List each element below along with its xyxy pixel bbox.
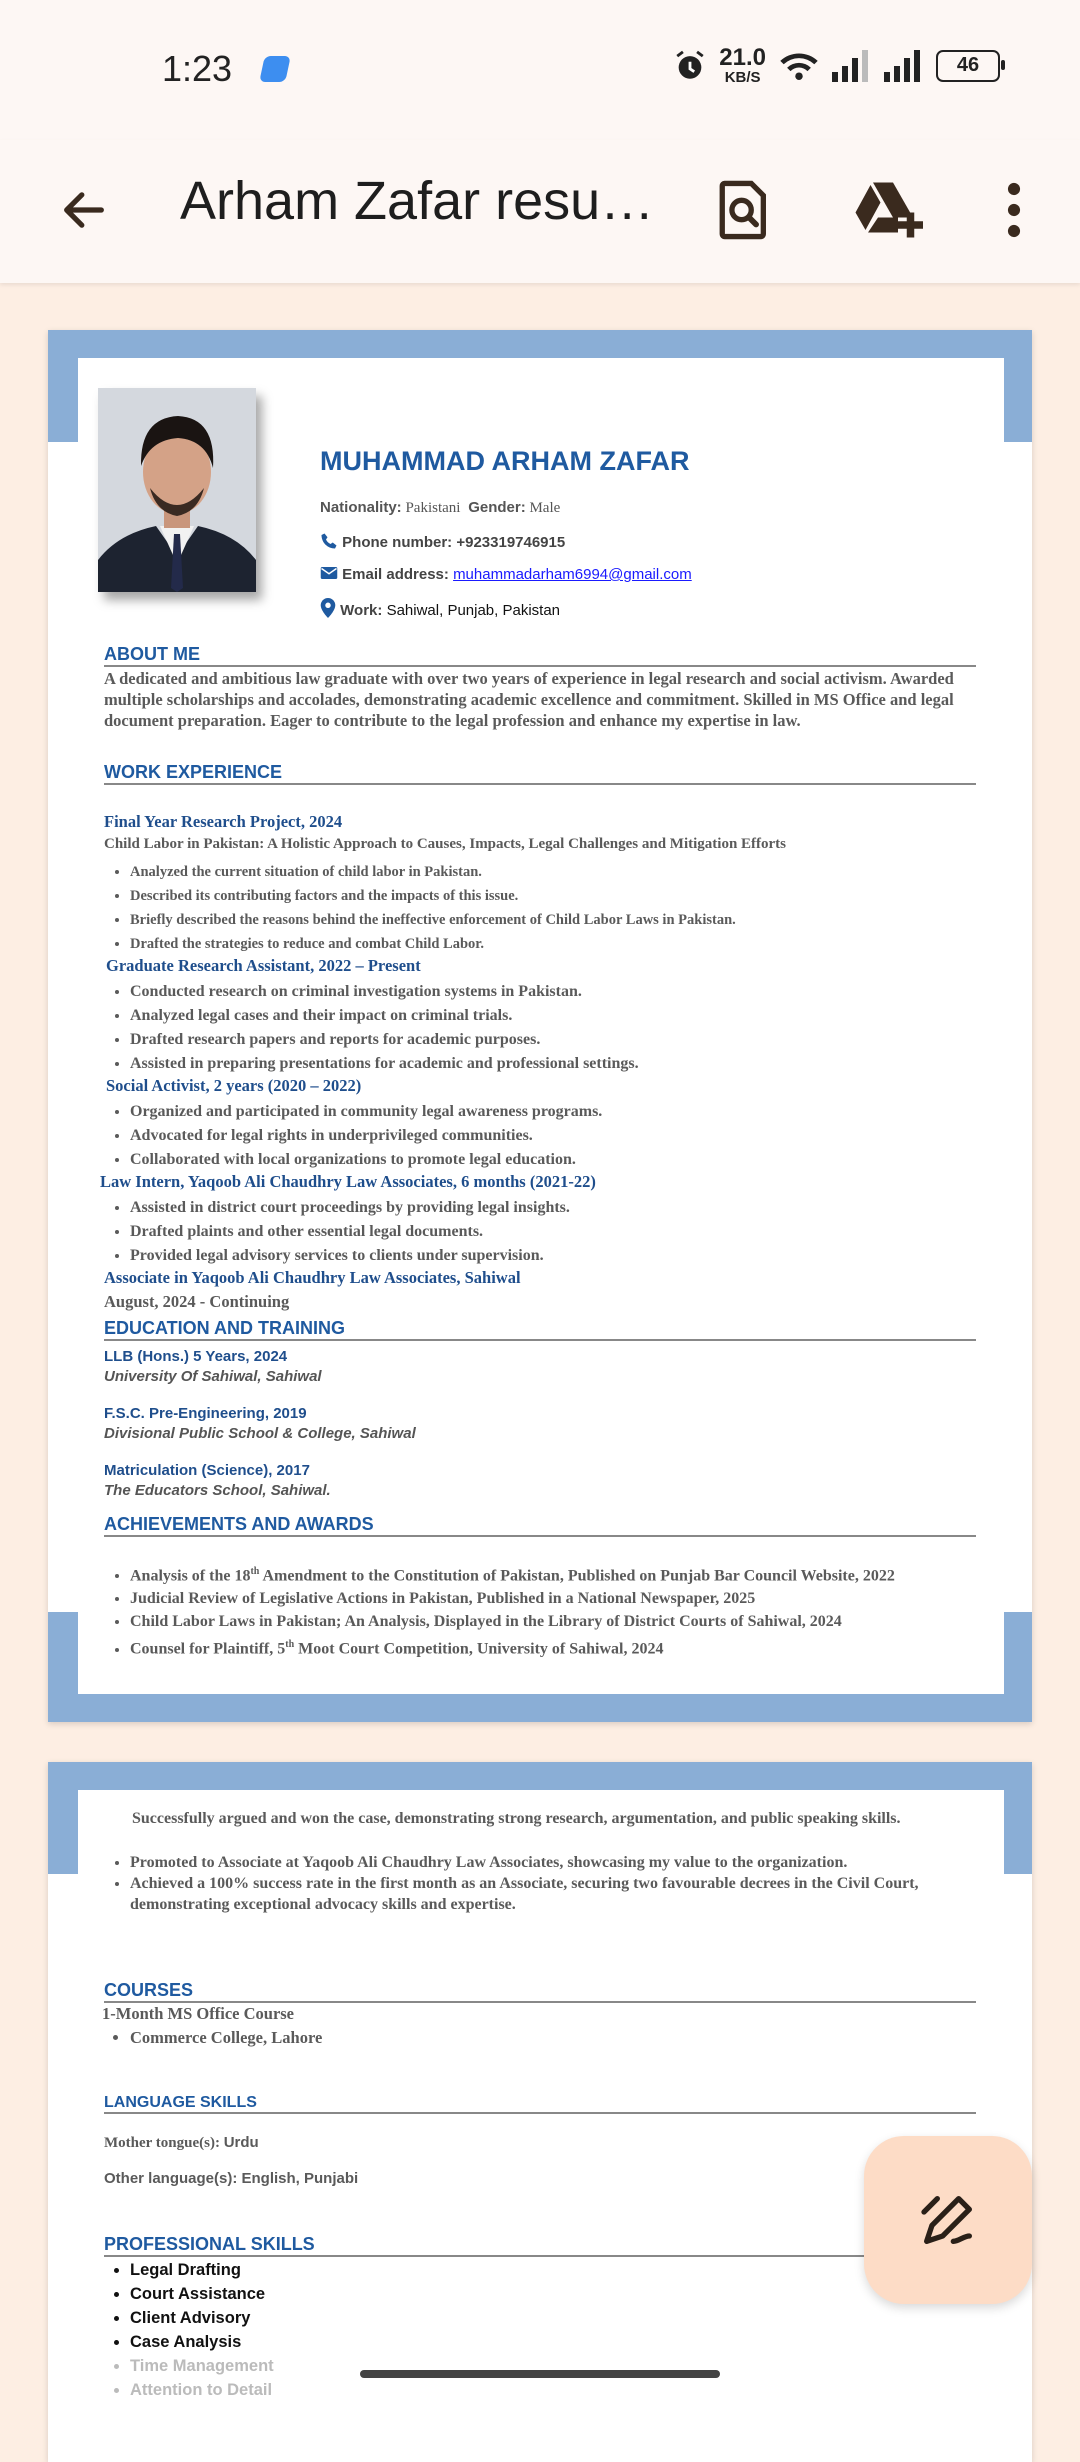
- list-item: • Analyzed legal cases and their impact on criminal trials.: [130, 1004, 976, 1028]
- list-item: • Analyzed the current situation of child labor in Pakistan.: [130, 860, 976, 884]
- skills-list: [104, 2258, 274, 2402]
- job-4-title: Law Intern, Yaqoob Ali Chaudhry Law Associates, 6 months (2021-22): [100, 1172, 596, 1191]
- document-page-2: [48, 1762, 1032, 2462]
- battery-icon: 46: [936, 50, 1000, 82]
- list-item: • Organized and participated in community legal awareness programs.: [130, 1100, 976, 1124]
- education-1-degree: LLB (Hons.) 5 Years, 2024: [104, 1348, 288, 1365]
- list-item: • Collaborated with local organizations to promote legal education.: [130, 1148, 976, 1172]
- education-3-degree: Matriculation (Science), 2017: [104, 1462, 310, 1479]
- email-line: Email address: muhammadarham6994@gmail.com: [320, 565, 692, 583]
- about-heading: ABOUT ME: [104, 644, 976, 667]
- list-item: • Drafted plaints and other essential legal documents.: [130, 1220, 976, 1244]
- app-bar: [0, 140, 1080, 283]
- list-item: • Client Advisory: [130, 2306, 274, 2330]
- profile-photo: [98, 388, 256, 592]
- job-1-title: Final Year Research Project, 2024: [104, 812, 343, 831]
- education-heading: EDUCATION AND TRAINING: [104, 1318, 976, 1341]
- job-3-bullets: [104, 1100, 976, 1172]
- job-3-title: Social Activist, 2 years (2020 – 2022): [106, 1076, 362, 1095]
- gesture-nav-bar[interactable]: [360, 2370, 720, 2378]
- list-item: • Drafted the strategies to reduce and combat Child Labor.: [130, 932, 976, 956]
- list-item: • Attention to Detail: [130, 2378, 274, 2402]
- mother-tongue: Mother tongue(s): Urdu: [104, 2134, 259, 2151]
- course-name: 1-Month MS Office Course: [102, 2004, 295, 2023]
- drive-add-icon[interactable]: [846, 168, 930, 252]
- resume-name: MUHAMMAD ARHAM ZAFAR: [320, 446, 690, 476]
- list-item: • Provided legal advisory services to clients under supervision.: [130, 1244, 976, 1268]
- list-item: • Analysis of the 18th Amendment to the Constitution of Pakistan, Published on Punjab Bar Council Website, 2022: [130, 1560, 976, 1587]
- job-2-title: Graduate Research Assistant, 2022 – Present: [106, 956, 421, 975]
- signal-icon-2: [884, 50, 924, 82]
- list-item: • Time Management: [130, 2354, 274, 2378]
- associate-title: Associate in Yaqoob Ali Chaudhry Law Associates, Sahiwal: [104, 1268, 521, 1287]
- list-item: • Drafted research papers and reports for academic purposes.: [130, 1028, 976, 1052]
- network-speed: 21.0 KB/S: [719, 44, 766, 86]
- achievements-list-2: [104, 1852, 976, 1915]
- email-icon: [320, 565, 338, 581]
- signal-icon-1: [832, 50, 872, 82]
- list-item: • Child Labor Laws in Pakistan; An Analysis, Displayed in the Library of District Courts of Sahiwal, 2024: [130, 1610, 976, 1633]
- more-vert-icon[interactable]: [972, 168, 1056, 252]
- status-time: 1:23: [162, 48, 233, 89]
- list-item: • Promoted to Associate at Yaqoob Ali Chaudhry Law Associates, showcasing my value to the organization.: [130, 1852, 976, 1873]
- document-search-icon[interactable]: [702, 168, 786, 252]
- document-title: Arham Zafar resu…: [180, 171, 655, 231]
- job-1-bullets: [104, 860, 976, 956]
- about-text: A dedicated and ambitious law graduate with over two years of experience in legal research and social activism. Awarded multiple scholarships and accolades, demonstrating academic excellence and commitment. Skilled in MS Office and legal document preparation. Eager to contribute to the legal profession and enhance my expertise in law.: [104, 669, 954, 730]
- list-item: • Commerce College, Lahore: [130, 2028, 976, 2048]
- phone-line: Phone number: +923319746915: [320, 532, 565, 551]
- list-item: • Court Assistance: [130, 2282, 274, 2306]
- phone-icon: [320, 532, 338, 550]
- edit-fab-button[interactable]: [864, 2136, 1032, 2304]
- list-item: • Described its contributing factors and the impacts of this issue.: [130, 884, 976, 908]
- education-2-school: Divisional Public School & College, Sahiwal: [104, 1425, 416, 1442]
- wifi-icon: [778, 49, 820, 83]
- job-1-subtitle: Child Labor in Pakistan: A Holistic Approach to Causes, Impacts, Legal Challenges and Mitigation Efforts: [104, 836, 787, 852]
- list-item: • Conducted research on criminal investigation systems in Pakistan.: [130, 980, 976, 1004]
- language-heading: LANGUAGE SKILLS: [104, 2094, 976, 2114]
- email-link[interactable]: muhammadarham6994@gmail.com: [453, 566, 692, 583]
- status-right: [673, 46, 1000, 85]
- job-4-bullets: [104, 1196, 976, 1268]
- other-languages: Other language(s): English, Punjabi: [104, 2170, 359, 2187]
- nationality-line: Nationality: Pakistani Gender: Male: [320, 499, 561, 516]
- work-heading: WORK EXPERIENCE: [104, 762, 976, 785]
- education-2-degree: F.S.C. Pre-Engineering, 2019: [104, 1405, 307, 1422]
- list-item: • Legal Drafting: [130, 2258, 274, 2282]
- list-item: • Achieved a 100% success rate in the first month as an Associate, securing two favourable decrees in the Civil Court, demonstrating exceptional advocacy skills and expertise.: [130, 1873, 976, 1915]
- list-item: • Advocated for legal rights in underprivileged communities.: [130, 1124, 976, 1148]
- app-notification-icon: [259, 56, 291, 82]
- list-item: • Assisted in district court proceedings by providing legal insights.: [130, 1196, 976, 1220]
- courses-heading: COURSES: [104, 1980, 976, 2003]
- work-line: Work: Sahiwal, Punjab, Pakistan: [320, 598, 560, 619]
- education-3-school: The Educators School, Sahiwal.: [104, 1482, 331, 1499]
- list-item: • Case Analysis: [130, 2330, 274, 2354]
- edit-pen-icon: [916, 2188, 980, 2252]
- status-bar: [0, 0, 1080, 140]
- document-page-1: [48, 330, 1032, 1722]
- list-item: • Judicial Review of Legislative Actions in Pakistan, Published in a National Newspaper, 2025: [130, 1587, 976, 1610]
- alarm-icon: [673, 49, 707, 83]
- achievement-continuation: Successfully argued and won the case, demonstrating strong research, argumentation, and public speaking skills.: [132, 1810, 901, 1827]
- education-1-school: University Of Sahiwal, Sahiwal: [104, 1368, 322, 1385]
- location-pin-icon: [320, 598, 336, 618]
- list-item: • Briefly described the reasons behind the ineffective enforcement of Child Labor Laws in Pakistan.: [130, 908, 976, 932]
- achievements-list: [104, 1560, 976, 1661]
- associate-dates: August, 2024 - Continuing: [104, 1292, 290, 1311]
- skills-heading: PROFESSIONAL SKILLS: [104, 2234, 976, 2257]
- list-item: • Assisted in preparing presentations for academic and professional settings.: [130, 1052, 976, 1076]
- course-list: [104, 2028, 976, 2048]
- list-item: • Counsel for Plaintiff, 5th Moot Court Competition, University of Sahiwal, 2024: [130, 1633, 976, 1660]
- back-arrow-icon[interactable]: [42, 168, 126, 252]
- job-2-bullets: [104, 980, 976, 1076]
- achievements-heading: ACHIEVEMENTS AND AWARDS: [104, 1514, 976, 1537]
